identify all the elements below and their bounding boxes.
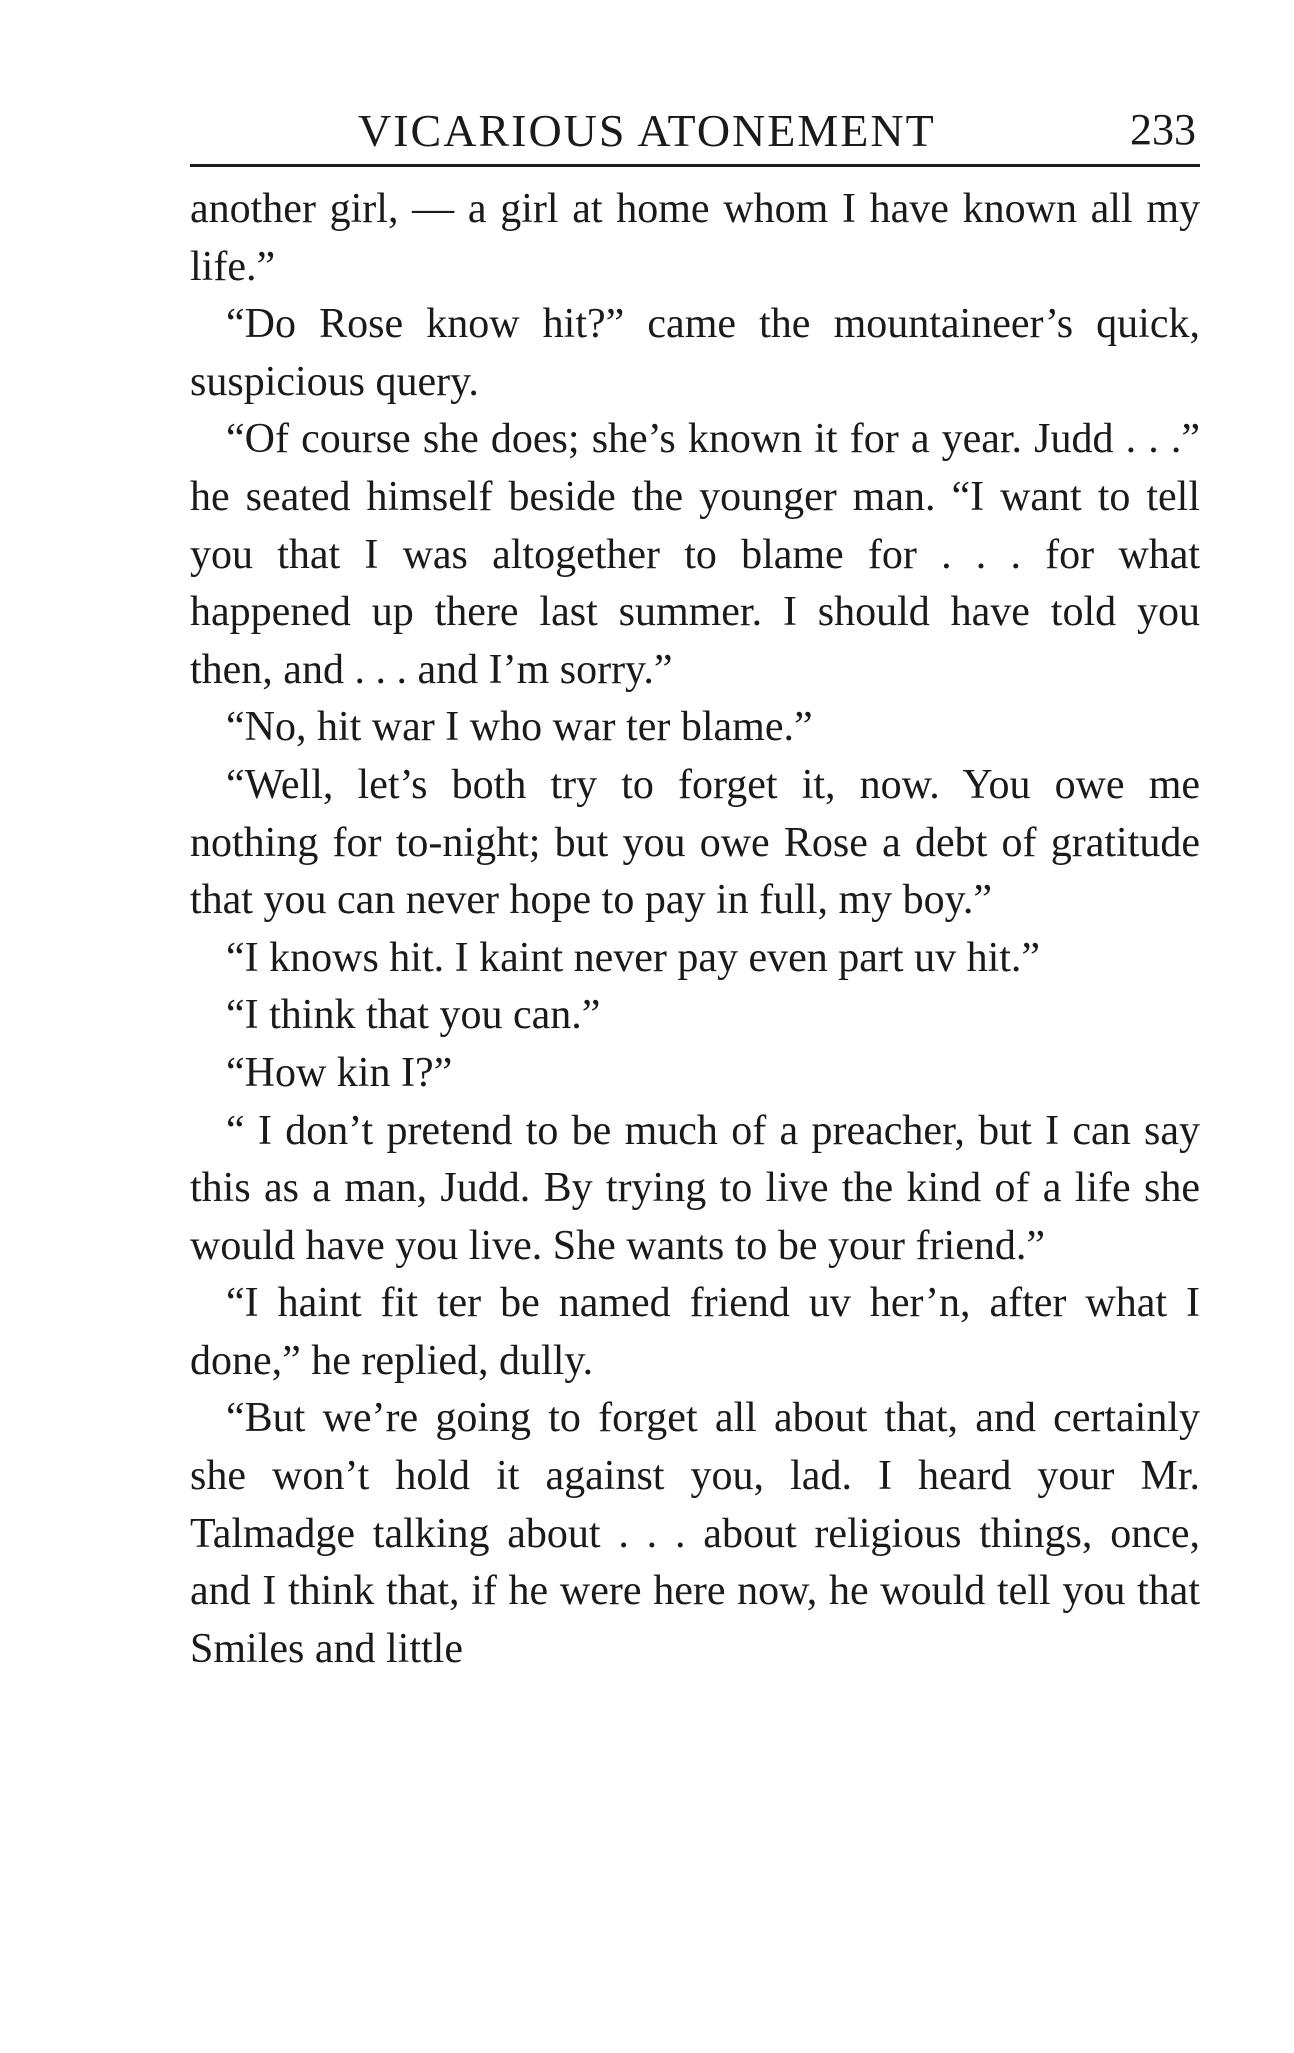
- paragraph: “But we’re going to forget all about that, and certainly she won’t hold it against you, lad. I heard your Mr. Talmadge talking about . . . about religious things, once, and I think that, if he were here now, he would tell you that Smiles and little: [190, 1395, 1200, 1672]
- running-title: VICARIOUS ATONEMENT: [358, 105, 936, 156]
- body-text: [190, 181, 1200, 1678]
- paragraph: “Do Rose know hit?” came the mountaineer’s quick, suspicious query.: [190, 301, 1200, 405]
- paragraph: “I knows hit. I kaint never pay even part uv hit.”: [226, 934, 1041, 981]
- book-page: [190, 100, 1200, 1678]
- paragraph: “How kin I?”: [226, 1049, 453, 1096]
- paragraph: “No, hit war I who war ter blame.”: [226, 704, 813, 751]
- paragraph: “ I don’t pretend to be much of a preacher, but I can say this as a man, Judd. By trying to live the kind of a life she would have you live. She wants to be your friend.”: [190, 1107, 1200, 1269]
- page-header: [190, 100, 1200, 167]
- paragraph: “I haint fit ter be named friend uv her’n, after what I done,” he replied, dully.: [190, 1280, 1200, 1384]
- page-number: 233: [1130, 105, 1196, 154]
- paragraph: “Of course she does; she’s known it for a year. Judd . . .” he seated himself beside the younger man. “I want to tell you that I was altogether to blame for . . . for what happened up there last summer. I should have told you then, and . . . and I’m sorry.”: [190, 416, 1200, 693]
- paragraph: another girl, — a girl at home whom I have known all my life.”: [190, 186, 1200, 290]
- paragraph: “Well, let’s both try to forget it, now. You owe me nothing for to-night; but you owe Rose a debt of gratitude that you can never hope to pay in full, my boy.”: [190, 761, 1200, 924]
- paragraph: “I think that you can.”: [226, 992, 601, 1039]
